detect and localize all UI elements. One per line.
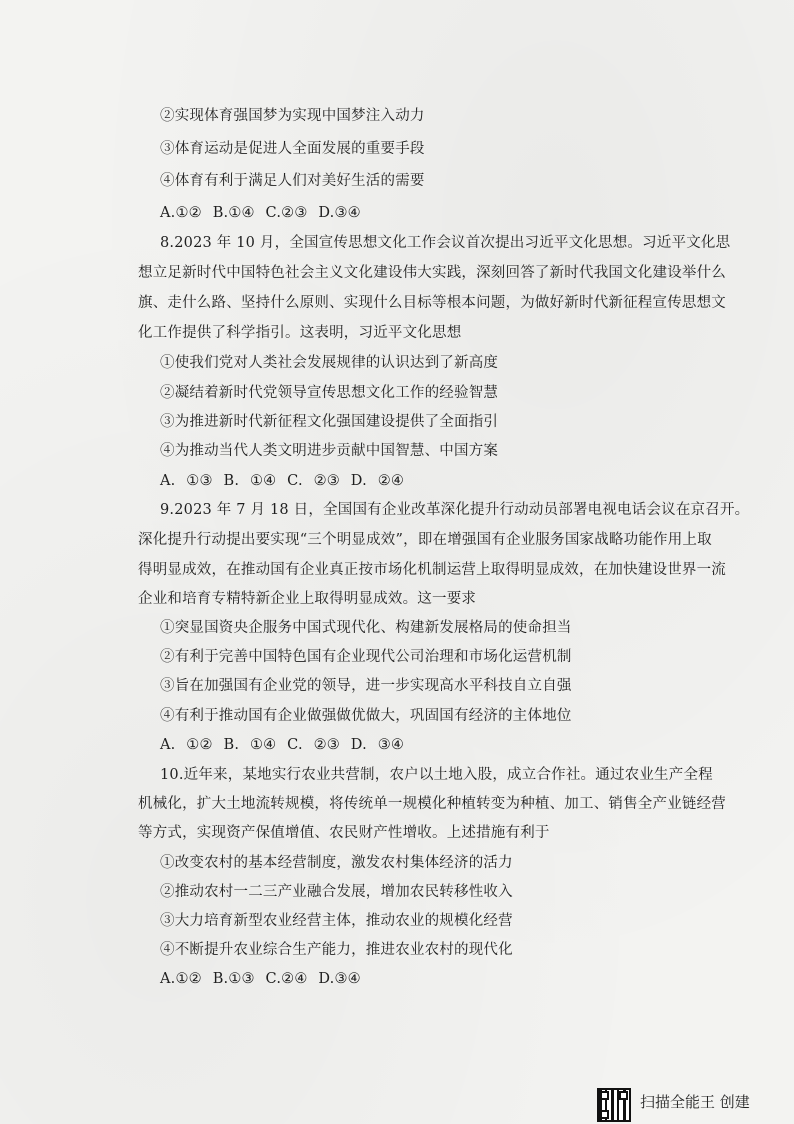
q10-option-3: ③大力培育新型农业经营主体，推动农业的规模化经营 bbox=[160, 913, 513, 929]
q7-option-3: ③体育运动是促进人全面发展的重要手段 bbox=[160, 141, 425, 157]
q7-answer-choices: A.①② B.①④ C.②③ D.③④ bbox=[160, 205, 361, 221]
q9-option-1: ①突显国资央企服务中国式现代化、构建新发展格局的使命担当 bbox=[160, 620, 572, 636]
q8-stem-line-2: 想立足新时代中国特色社会主义文化建设伟大实践，深刻回答了新时代我国文化建设举什么 bbox=[138, 265, 726, 281]
q7-option-2: ②实现体育强国梦为实现中国梦注入动力 bbox=[160, 108, 425, 124]
q10-option-4: ④不断提升农业综合生产能力，推进农业农村的现代化 bbox=[160, 942, 513, 958]
q9-answer-choices: A. ①② B. ①④ C. ②③ D. ③④ bbox=[160, 737, 405, 753]
q9-stem-line-3: 得明显成效，在推动国有企业真正按市场化机制运营上取得明显成效，在加快建设世界一流 bbox=[138, 562, 726, 578]
q9-stem-line-4: 企业和培育专精特新企业上取得明显成效。这一要求 bbox=[138, 591, 477, 607]
q8-option-1: ①使我们党对人类社会发展规律的认识达到了新高度 bbox=[160, 355, 499, 371]
q8-answer-choices: A. ①③ B. ①④ C. ②③ D. ②④ bbox=[160, 473, 405, 489]
q9-stem-line-2: 深化提升行动提出要实现“三个明显成效”，即在增强国有企业服务国家战略功能作用上取 bbox=[138, 532, 712, 548]
q8-option-2: ②凝结着新时代党领导宣传思想文化工作的经验智慧 bbox=[160, 385, 499, 401]
q7-option-4: ④体育有利于满足人们对美好生活的需要 bbox=[160, 173, 425, 189]
q8-option-3: ③为推进新时代新征程文化强国建设提供了全面指引 bbox=[160, 414, 499, 430]
q10-stem-line-2: 机械化，扩大土地流转规模，将传统单一规模化种植转变为种植、加工、销售全产业链经营 bbox=[138, 796, 726, 812]
q10-stem-line-1: 10.近年来，某地实行农业共营制，农户以土地入股，成立合作社。通过农业生产全程 bbox=[160, 767, 713, 783]
scanner-brand-watermark: 扫描全能王 创建 bbox=[640, 1093, 750, 1111]
q9-option-3: ③旨在加强国有企业党的领导，进一步实现高水平科技自立自强 bbox=[160, 678, 572, 694]
q8-stem-line-4: 化工作提供了科学指引。这表明，习近平文化思想 bbox=[138, 325, 462, 341]
q10-option-2: ②推动农村一二三产业融合发展，增加农民转移性收入 bbox=[160, 884, 513, 900]
q10-answer-choices: A.①② B.①③ C.②④ D.③④ bbox=[160, 971, 361, 987]
q9-option-4: ④有利于推动国有企业做强做优做大，巩固国有经济的主体地位 bbox=[160, 708, 572, 724]
q8-stem-line-3: 旗、走什么路、坚持什么原则、实现什么目标等根本问题，为做好新时代新征程宣传思想文 bbox=[138, 295, 726, 311]
q10-stem-line-3: 等方式，实现资产保值增值、农民财产性增收。上述措施有利于 bbox=[138, 825, 550, 841]
q9-option-2: ②有利于完善中国特色国有企业现代公司治理和市场化运营机制 bbox=[160, 649, 572, 665]
qr-code-icon bbox=[597, 1088, 631, 1122]
q9-stem-line-1: 9.2023 年 7 月 18 日，全国国有企业改革深化提升行动动员部署电视电话会议在京召开。 bbox=[160, 502, 750, 518]
q10-option-1: ①改变农村的基本经营制度，激发农村集体经济的活力 bbox=[160, 855, 513, 871]
q8-option-4: ④为推动当代人类文明进步贡献中国智慧、中国方案 bbox=[160, 443, 499, 459]
q8-stem-line-1: 8.2023 年 10 月，全国宣传思想文化工作会议首次提出习近平文化思想。习近平文化思 bbox=[160, 235, 731, 251]
